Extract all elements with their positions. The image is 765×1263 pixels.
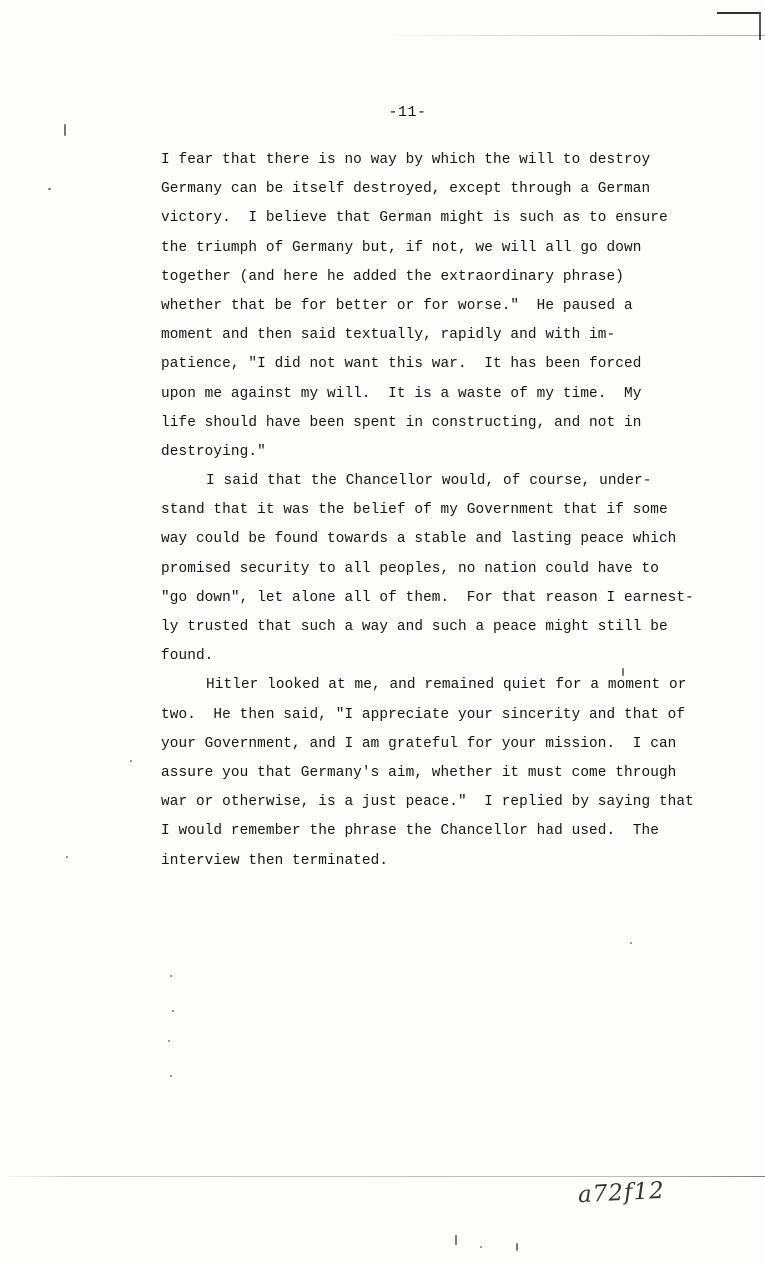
text-line: Hitler looked at me, and remained quiet for a moment or [206, 677, 687, 694]
text-line: upon me against my will. It is a waste of my time. My [161, 385, 642, 402]
scan-speck [48, 188, 51, 190]
text-line: ly trusted that such a way and such a peace might still be [161, 619, 668, 635]
body-text [161, 146, 736, 876]
scan-speck [64, 124, 66, 136]
scan-speck [170, 1075, 172, 1077]
scan-speck [455, 1235, 457, 1245]
text-line: whether that be for better or for worse." He paused a [161, 297, 633, 314]
text-line: patience, "I did not want this war. It has been forced [161, 356, 642, 373]
text-line: found. [161, 648, 214, 665]
text-line: destroying." [161, 443, 266, 460]
text-line: I fear that there is no way by which the will to destroy [161, 152, 651, 168]
text-line: "go down", let alone all of them. For that reason I earnest- [161, 589, 694, 606]
text-line: your Government, and I am grateful for your mission. I can [161, 735, 677, 752]
top-rule [380, 35, 765, 36]
scan-speck [622, 668, 624, 676]
text-line: assure you that Germany's aim, whether it must come through [161, 764, 677, 781]
scan-speck [168, 1040, 170, 1042]
scan-speck [170, 975, 172, 977]
scan-speck [480, 1246, 482, 1248]
text-line: life should have been spent in constructing, and not in [161, 414, 642, 431]
scan-speck [66, 856, 68, 858]
text-line: together (and here he added the extraordinary phrase) [161, 268, 624, 285]
text-line: interview then terminated. [161, 852, 389, 869]
handwritten-note: a72f12 [577, 1177, 666, 1209]
text-line: I would remember the phrase the Chancellor had used. The [161, 823, 659, 840]
text-line: I said that the Chancellor would, of course, under- [206, 473, 652, 490]
text-line: Germany can be itself destroyed, except through a German [161, 181, 651, 198]
scan-speck [516, 1243, 518, 1251]
text-line: war or otherwise, is a just peace." I replied by saying that [161, 794, 694, 811]
text-line: moment and then said textually, rapidly and with im- [161, 327, 616, 344]
bottom-rule [0, 1176, 765, 1177]
page-number: -11- [388, 104, 427, 121]
text-line: promised security to all peoples, no nation could have to [161, 560, 659, 577]
text-line: two. He then said, "I appreciate your sincerity and that of [161, 706, 686, 723]
scan-speck [630, 942, 632, 944]
scan-speck [172, 1010, 174, 1012]
text-line: stand that it was the belief of my Government that if some [161, 502, 668, 519]
text-line: the triumph of Germany but, if not, we will all go down [161, 239, 642, 256]
scan-speck [130, 760, 132, 762]
text-line: way could be found towards a stable and lasting peace which [161, 531, 677, 548]
text-line: victory. I believe that German might is such as to ensure [161, 210, 668, 227]
